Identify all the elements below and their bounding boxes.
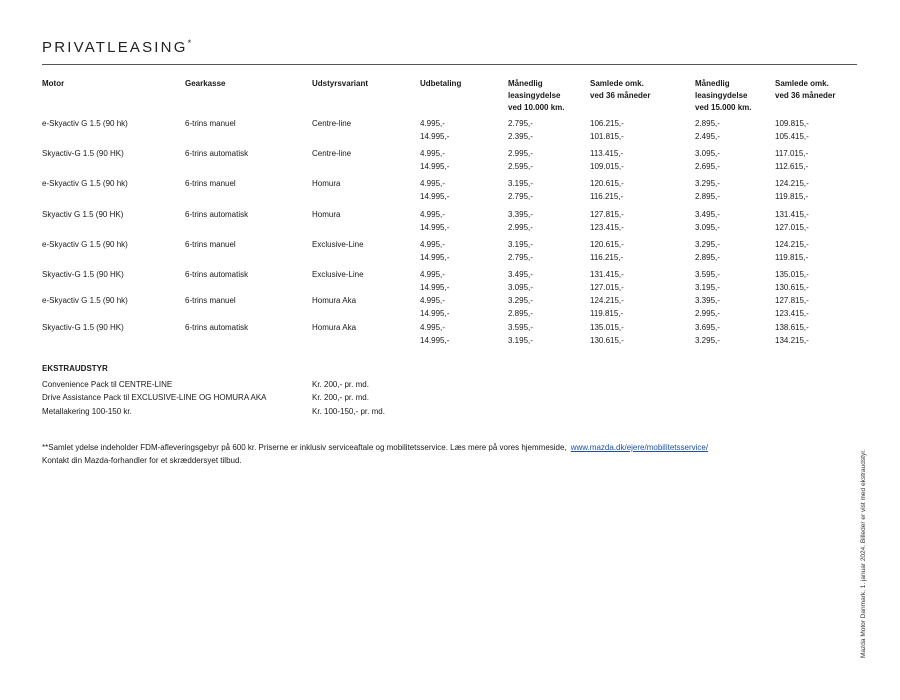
extra-item-name: Convenience Pack til CENTRE-LINE [42,380,173,389]
cell-t10-b: 127.015,- [590,283,624,292]
cell-t10-b: 130.615,- [590,336,624,345]
table-row [0,321,900,347]
cell-m10-a: 3.495,- [508,270,533,279]
header-monthly-15000 [695,78,751,114]
cell-m15-a: 3.295,- [695,179,720,188]
cell-down-b: 14.995,- [420,336,450,345]
header-motor-label: Motor [42,79,65,88]
extra-item-name: Metallakering 100-150 kr. [42,407,132,416]
cell-down-b: 14.995,- [420,223,450,232]
cell-motor: Skyactiv-G 1.5 (90 HK) [42,270,124,279]
header-monthly15-line2: leasingydelse [695,91,748,100]
header-total-15000 [775,78,835,102]
cell-t15-a: 138.615,- [775,323,809,332]
cell-t10-a: 120.615,- [590,240,624,249]
cell-down-a: 4.995,- [420,296,445,305]
cell-m10-b: 2.795,- [508,192,533,201]
cell-m15-b: 3.095,- [695,223,720,232]
cell-t15-b: 130.615,- [775,283,809,292]
cell-gear: 6-trins manuel [185,296,236,305]
cell-t10-a: 127.815,- [590,210,624,219]
header-down-label: Udbetaling [420,79,462,88]
cell-t15-b: 105.415,- [775,132,809,141]
cell-t15-a: 127.815,- [775,296,809,305]
cell-m15-a: 3.595,- [695,270,720,279]
cell-down-b: 14.995,- [420,192,450,201]
cell-variant: Exclusive-Line [312,270,364,279]
header-total10-line2: ved 36 måneder [590,91,651,100]
cell-m15-a: 3.695,- [695,323,720,332]
cell-down-b: 14.995,- [420,132,450,141]
header-monthly15-line1: Månedlig [695,79,730,88]
cell-gear: 6-trins manuel [185,179,236,188]
cell-t15-b: 123.415,- [775,309,809,318]
cell-motor: e-Skyactiv G 1.5 (90 hk) [42,240,128,249]
cell-variant: Homura Aka [312,296,357,305]
cell-down-a: 4.995,- [420,179,445,188]
cell-variant: Centre-line [312,119,352,128]
table-row [0,294,900,320]
table-row [0,208,900,234]
header-variant [312,78,368,90]
cell-m10-a: 3.195,- [508,179,533,188]
header-variant-label: Udstyrsvariant [312,79,369,88]
table-row [0,268,900,294]
cell-t10-a: 113.415,- [590,149,624,158]
header-monthly-10000 [508,78,564,114]
cell-motor: e-Skyactiv G 1.5 (90 hk) [42,296,128,305]
cell-t15-b: 127.015,- [775,223,809,232]
cell-m10-b: 2.595,- [508,162,533,171]
header-gear [185,78,225,90]
cell-gear: 6-trins manuel [185,240,236,249]
cell-t15-a: 124.215,- [775,240,809,249]
cell-m15-b: 3.195,- [695,283,720,292]
cell-gear: 6-trins automatisk [185,323,249,332]
extra-item-name: Drive Assistance Pack til EXCLUSIVE-LINE OG HOMURA AKA [42,393,267,402]
header-monthly10-line2: leasingydelse [508,91,561,100]
cell-t10-a: 131.415,- [590,270,624,279]
extra-item-price: Kr. 200,- pr. md. [312,393,369,402]
header-motor [42,78,64,90]
cell-down-b: 14.995,- [420,283,450,292]
header-total10-line1: Samlede omk. [590,79,644,88]
cell-t10-a: 124.215,- [590,296,624,305]
cell-m15-a: 3.295,- [695,240,720,249]
footnote-text: **Samlet ydelse indeholder FDM-afleveringsgebyr på 600 kr. Priserne er inklusiv serviceaftale og mobilitetsservice. Læs mere på vores hjemmeside, [42,443,567,452]
table-row [0,238,900,264]
cell-m15-b: 2.995,- [695,309,720,318]
header-monthly10-line3: ved 10.000 km. [508,103,565,112]
cell-gear: 6-trins automatisk [185,210,249,219]
cell-t15-a: 124.215,- [775,179,809,188]
cell-variant: Exclusive-Line [312,240,364,249]
cell-m15-b: 3.295,- [695,336,720,345]
cell-t15-a: 117.015,- [775,149,809,158]
cell-m10-a: 3.195,- [508,240,533,249]
extra-item-price: Kr. 100-150,- pr. md. [312,407,385,416]
cell-m15-b: 2.495,- [695,132,720,141]
cell-motor: e-Skyactiv G 1.5 (90 hk) [42,179,128,188]
cell-t10-b: 101.815,- [590,132,624,141]
cell-m10-a: 3.395,- [508,210,533,219]
table-row [0,147,900,173]
cell-m10-b: 2.795,- [508,253,533,262]
cell-variant: Homura [312,210,341,219]
cell-down-a: 4.995,- [420,240,445,249]
cell-t10-b: 119.815,- [590,309,624,318]
header-monthly10-line1: Månedlig [508,79,543,88]
cell-m15-a: 3.495,- [695,210,720,219]
cell-t10-b: 123.415,- [590,223,624,232]
cell-t15-b: 119.815,- [775,253,809,262]
cell-m10-a: 2.995,- [508,149,533,158]
header-total15-line2: ved 36 måneder [775,91,836,100]
cell-down-a: 4.995,- [420,323,445,332]
cell-t10-a: 135.015,- [590,323,624,332]
extra-item-price: Kr. 200,- pr. md. [312,380,369,389]
header-total15-line1: Samlede omk. [775,79,829,88]
cell-m10-b: 3.195,- [508,336,533,345]
page-title [42,38,191,56]
header-monthly15-line3: ved 15.000 km. [695,103,752,112]
header-total-10000 [590,78,650,102]
cell-t15-b: 112.615,- [775,162,809,171]
cell-m10-b: 2.395,- [508,132,533,141]
cell-t10-a: 106.215,- [590,119,624,128]
cell-t10-b: 116.215,- [590,192,624,201]
title-divider [42,64,857,65]
cell-m10-a: 3.295,- [508,296,533,305]
cell-t10-b: 116.215,- [590,253,624,262]
cell-down-a: 4.995,- [420,270,445,279]
cell-t15-b: 119.815,- [775,192,809,201]
cell-motor: Skyactiv G 1.5 (90 HK) [42,210,124,219]
cell-gear: 6-trins manuel [185,119,236,128]
footnote-contact: Kontakt din Mazda-forhandler for et skræddersyet tilbud. [42,456,242,465]
cell-m15-a: 3.395,- [695,296,720,305]
cell-down-b: 14.995,- [420,309,450,318]
cell-gear: 6-trins automatisk [185,149,249,158]
cell-motor: Skyactiv-G 1.5 (90 HK) [42,323,124,332]
cell-m10-b: 2.995,- [508,223,533,232]
header-gear-label: Gearkasse [185,79,226,88]
cell-down-b: 14.995,- [420,162,450,171]
cell-gear: 6-trins automatisk [185,270,249,279]
table-row [0,117,900,143]
cell-t15-a: 109.815,- [775,119,809,128]
title-asterisk: * [187,38,192,48]
cell-motor: e-Skyactiv G 1.5 (90 hk) [42,119,128,128]
cell-t15-a: 135.015,- [775,270,809,279]
cell-motor: Skyactiv-G 1.5 (90 HK) [42,149,124,158]
cell-t10-b: 109.015,- [590,162,624,171]
cell-m15-a: 3.095,- [695,149,720,158]
cell-down-b: 14.995,- [420,253,450,262]
mobility-service-link[interactable]: www.mazda.dk/ejere/mobilitetsservice/ [570,443,709,452]
header-down-payment [420,78,461,90]
side-disclaimer: Mazda Motor Danmark, 1. januar 2024. Billeder er vist med ekstraudstyr. [860,449,867,658]
cell-m15-a: 2.895,- [695,119,720,128]
cell-down-a: 4.995,- [420,119,445,128]
cell-down-a: 4.995,- [420,210,445,219]
cell-t15-a: 131.415,- [775,210,809,219]
footnote [42,441,708,467]
cell-variant: Centre-line [312,149,352,158]
cell-m15-b: 2.895,- [695,253,720,262]
cell-m10-b: 3.095,- [508,283,533,292]
cell-down-a: 4.995,- [420,149,445,158]
cell-m10-a: 3.595,- [508,323,533,332]
cell-t15-b: 134.215,- [775,336,809,345]
cell-t10-a: 120.615,- [590,179,624,188]
cell-m15-b: 2.895,- [695,192,720,201]
cell-variant: Homura [312,179,341,188]
page-title-text: PRIVATLEASING [42,39,188,56]
table-row [0,177,900,203]
extras-heading: EKSTRAUDSTYR [42,364,108,373]
cell-m10-a: 2.795,- [508,119,533,128]
cell-m10-b: 2.895,- [508,309,533,318]
cell-variant: Homura Aka [312,323,357,332]
cell-m15-b: 2.695,- [695,162,720,171]
